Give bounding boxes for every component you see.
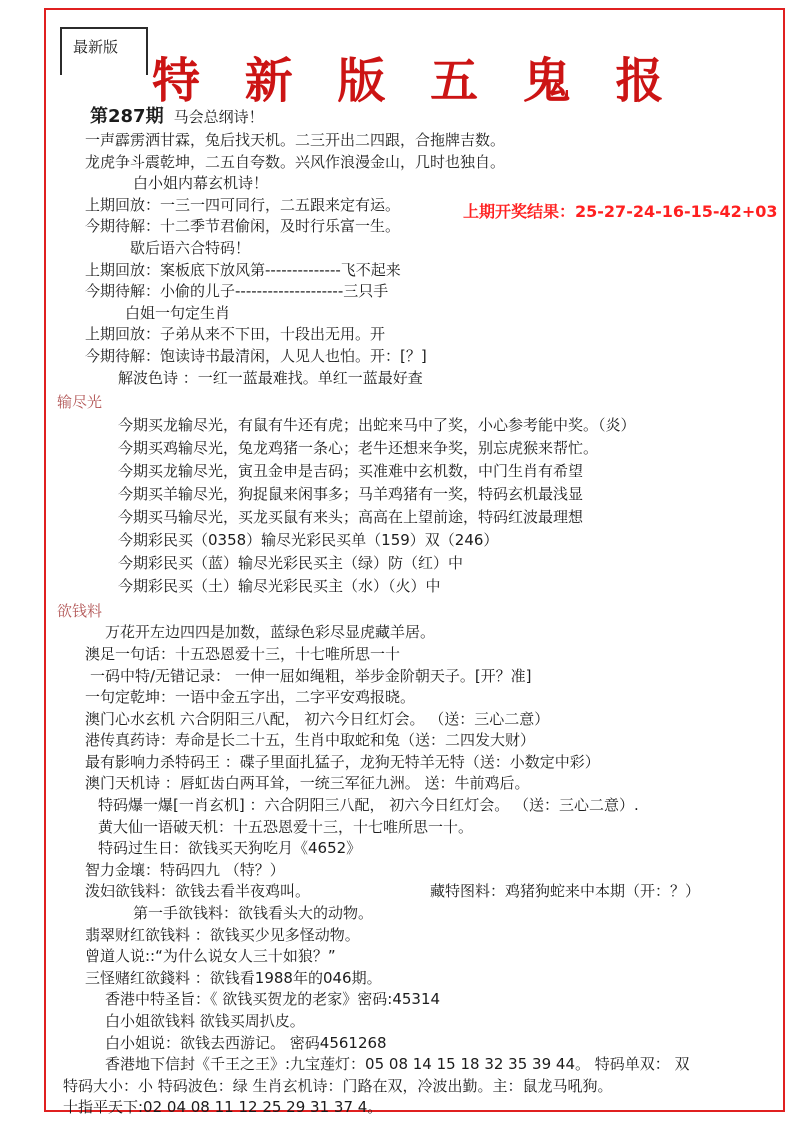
line-text: 澳门天机诗 ：唇虹齿白两耳耸，一统三军征九洲。 送：牛前鸡后。	[85, 774, 530, 793]
text-line	[0, 130, 793, 152]
text-line	[0, 414, 793, 437]
text-line	[0, 483, 793, 506]
document-content	[0, 104, 793, 1119]
text-line	[0, 506, 793, 529]
line-text: 香港中特圣旨：《 欲钱买贺龙的老家》密码:45314	[105, 990, 441, 1009]
text-line	[0, 173, 793, 195]
line-text: 今期彩民买（0358）输尽光彩民买单（159）双（246）	[118, 530, 499, 549]
line-text: 澳门心水玄机 六合阴阳三八配， 初六今日红灯会。 （送：三心二意）	[85, 709, 550, 728]
text-line	[0, 838, 793, 860]
text-line	[0, 730, 793, 752]
line-text: 特码爆一爆[一肖玄机] ：六合阴阳三八配， 初六今日红灯会。 （送：三心二意）.	[98, 796, 639, 815]
text-line	[0, 552, 793, 575]
line-text: 今期买马输尽光，买龙买鼠有来头；高高在上望前途，特码红波最理想	[118, 507, 584, 526]
line-text: 澳足一句话：十五恐恩爱十三，十七唯所思一十	[85, 644, 401, 663]
line-text: 龙虎争斗震乾坤，二五自夸数。兴风作浪漫金山，几时也独自。	[85, 152, 506, 171]
line-text: 歇后语六合特码！	[130, 238, 251, 257]
text-line	[0, 575, 793, 598]
line-text: 白小姐欲钱料 欲钱买周扒皮。	[105, 1012, 305, 1030]
line-text: 解波色诗 ：一红一蓝最难找。单红一蓝最好查	[118, 368, 423, 387]
text-line	[0, 1011, 793, 1033]
line-text: 港传真药诗：寿命是长二十五，生肖中取蛇和兔（送：二四发大财）	[85, 731, 536, 750]
text-line	[0, 1076, 793, 1098]
last-draw-result-label: 上期开奖结果：	[463, 202, 576, 221]
line-text: 今期买鸡输尽光，兔龙鸡猪一条心；老牛还想来争奖，别忘虎猴来帮忙。	[118, 438, 599, 457]
text-line	[0, 529, 793, 552]
page-title: 特 新 版 五 鬼 报	[152, 53, 678, 109]
line-text: 三怪赌红欲錢料 ：欲钱看1988年的046期。	[85, 968, 382, 987]
edition-badge	[60, 27, 148, 75]
line-text: 特码大小：小 特码波色：绿 生肖玄机诗：门路在双，冷波出勤。主：鼠龙马吼狗。	[63, 1076, 613, 1095]
line-text: 上期回放：一三一四可同行，二五跟来定有运。	[85, 195, 401, 214]
line-text: 曾道人说::“为什么说女人三十如狼？”	[85, 947, 336, 966]
text-line	[0, 946, 793, 968]
text-line	[0, 752, 793, 774]
text-line	[0, 324, 793, 346]
text-line	[0, 238, 793, 260]
line-text: 白姐一句定生肖	[125, 303, 231, 322]
issue-subtitle: 马会总纲诗！	[173, 108, 264, 126]
text-line	[0, 622, 793, 644]
line-text: 第一手欲钱料：欲钱看头大的动物。	[133, 904, 374, 923]
line-text: 一句定乾坤：一语中金五字出，二字平安鸡报晓。	[85, 688, 416, 707]
line-text: 翡翠财红欲钱料 ：欲钱买少见多怪动物。	[85, 925, 360, 944]
line-text: 今期待解：小偷的儿子--------------------三只手	[85, 282, 389, 301]
text-line	[0, 644, 793, 666]
line-text: 一声霹雳洒甘霖，兔后找天机。二三开出二四跟，合拖牌吉数。	[85, 131, 506, 149]
text-line	[0, 152, 793, 174]
last-draw-result-value: 25-27-24-16-15-42+03	[575, 202, 778, 221]
line-right-text: 藏特图料：鸡猪狗蛇来中本期（开：？）	[430, 882, 701, 901]
line-text: 欲钱料	[57, 601, 103, 620]
line-text: 黄大仙一语破天机：十五恐恩爱十三，十七唯所思一十。	[98, 817, 474, 836]
line-text: 白小姐说：欲钱去西游记。 密码4561268	[105, 1033, 387, 1052]
line-text: 今期待解：饱读诗书最清闲，人见人也怕。开：[？]	[85, 346, 427, 365]
text-line	[0, 1054, 793, 1076]
line-text: 特码过生日：欲钱买天狗吃月《4652》	[98, 839, 362, 858]
text-line	[0, 817, 793, 839]
line-text: 今期买龙输尽光，寅丑金申是吉码；买准难中玄机数，中门生肖有希望	[118, 461, 584, 480]
content-lines	[0, 130, 793, 1119]
text-line	[0, 260, 793, 282]
text-line	[0, 968, 793, 990]
text-line	[0, 773, 793, 795]
line-text: 今期买羊输尽光，狗捉鼠来闲事多；马羊鸡猪有一奖，特码玄机最浅显	[118, 484, 584, 503]
line-text: 最有影响力杀特码王 ：碟子里面扎猛子，龙狗无特羊无特（送：小数定中彩）	[85, 752, 600, 771]
line-text: 十指平天下:02 04 08 11 12 25 29 31 37 4。	[63, 1098, 383, 1117]
line-text: 上期回放：案板底下放风第--------------飞不起来	[85, 260, 401, 279]
line-text: 今期彩民买（蓝）输尽光彩民买主（绿）防（红）中	[118, 553, 464, 572]
section-header	[0, 392, 793, 414]
text-line	[0, 437, 793, 460]
text-line	[0, 860, 793, 882]
line-text: 今期买龙输尽光，有鼠有牛还有虎；出蛇来马中了奖，小心参考能中奖。（炎）	[118, 415, 636, 434]
line-text: 今期待解：十二季节君偷闲，及时行乐富一生。	[85, 217, 401, 236]
text-line	[0, 303, 793, 325]
text-line	[0, 709, 793, 731]
text-line	[0, 460, 793, 483]
line-text: 白小姐内幕玄机诗！	[133, 174, 269, 193]
line-text: 智力金壤：特码四九 （特？）	[85, 860, 285, 879]
text-line	[0, 795, 793, 817]
line-text: 香港地下信封《千王之王》:九宝莲灯：05 08 14 15 18 32 35 39 44。 特码单双： 双	[105, 1055, 690, 1074]
text-line	[0, 881, 793, 903]
text-line	[0, 281, 793, 303]
text-line	[0, 666, 793, 688]
text-line	[0, 903, 793, 925]
last-draw-result	[463, 199, 777, 222]
section-header	[0, 601, 793, 623]
line-text: 今期彩民买（土）输尽光彩民买主（水）（火）中	[118, 576, 441, 595]
text-line	[0, 346, 793, 368]
issue-number: 第287期	[90, 106, 164, 127]
text-line	[0, 989, 793, 1011]
line-text: 输尽光	[57, 393, 103, 412]
line-text: 泼妇欲钱料：欲钱去看半夜鸡叫。	[85, 882, 311, 901]
line-text: 一码中特/无错记录： 一伸一屈如绳粗，举步金阶朝天子。[开？准]	[90, 666, 532, 685]
text-line	[0, 1097, 793, 1119]
text-line	[0, 925, 793, 947]
text-line	[0, 368, 793, 390]
text-line	[0, 1033, 793, 1055]
line-text: 上期回放：子弟从来不下田，十段出无用。开	[85, 325, 386, 344]
text-line	[0, 687, 793, 709]
line-text: 万花开左边四四是加数，蓝绿色彩尽显虎藏羊居。	[105, 623, 436, 642]
edition-badge-label: 最新版	[73, 38, 119, 56]
